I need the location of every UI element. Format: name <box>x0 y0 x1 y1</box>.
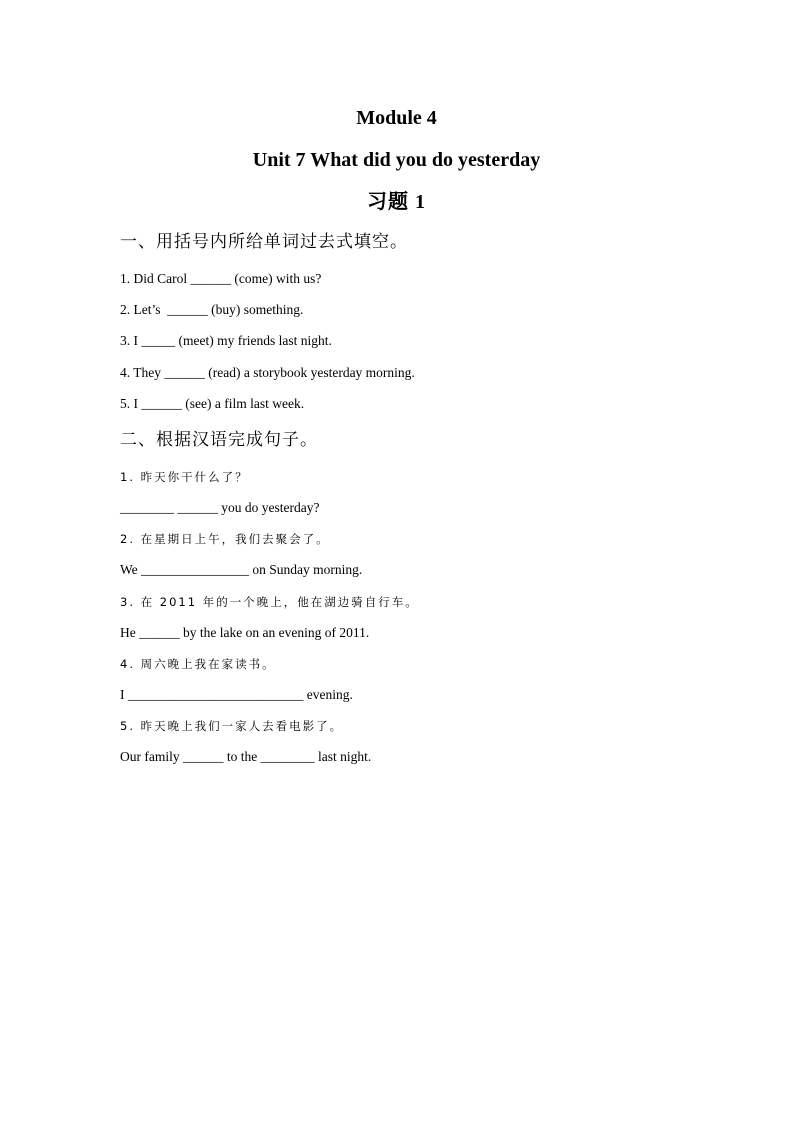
exercise-item-2: 2. Let’s ______ (buy) something. <box>120 302 304 317</box>
translation-answer-4: I __________________________ evening. <box>120 687 353 702</box>
exercise-item-4: 4. They ______ (read) a storybook yesterday morning. <box>120 365 415 380</box>
translation-prompt-5: 5. 昨天晚上我们一家人去看电影了。 <box>120 719 344 733</box>
unit-title: Unit 7 What did you do yesterday <box>252 149 541 171</box>
section-2-heading: 二、根据汉语完成句子。 <box>120 430 318 450</box>
exercise-item-5: 5. I ______ (see) a film last week. <box>120 396 305 411</box>
exercise-item-1: 1. Did Carol ______ (come) with us? <box>120 271 322 286</box>
translation-answer-1: ________ ______ you do yesterday? <box>120 500 320 515</box>
translation-prompt-1: 1. 昨天你干什么了？ <box>120 470 249 484</box>
translation-answer-2: We ________________ on Sunday morning. <box>120 562 363 577</box>
translation-prompt-3: 3. 在 2011 年的一个晚上，他在湖边骑自行车。 <box>120 595 419 609</box>
translation-answer-5: Our family ______ to the ________ last night. <box>120 749 372 764</box>
module-title: Module 4 <box>356 107 437 129</box>
translation-prompt-4: 4. 周六晚上我在家读书。 <box>120 657 276 671</box>
exercise-item-3: 3. I _____ (meet) my friends last night. <box>120 333 332 348</box>
exercise-title: 习题 1 <box>367 191 426 213</box>
translation-prompt-2: 2. 在星期日上午，我们去聚会了。 <box>120 532 330 546</box>
section-1-heading: 一、用括号内所给单词过去式填空。 <box>120 232 408 252</box>
translation-answer-3: He ______ by the lake on an evening of 2011. <box>120 625 370 640</box>
